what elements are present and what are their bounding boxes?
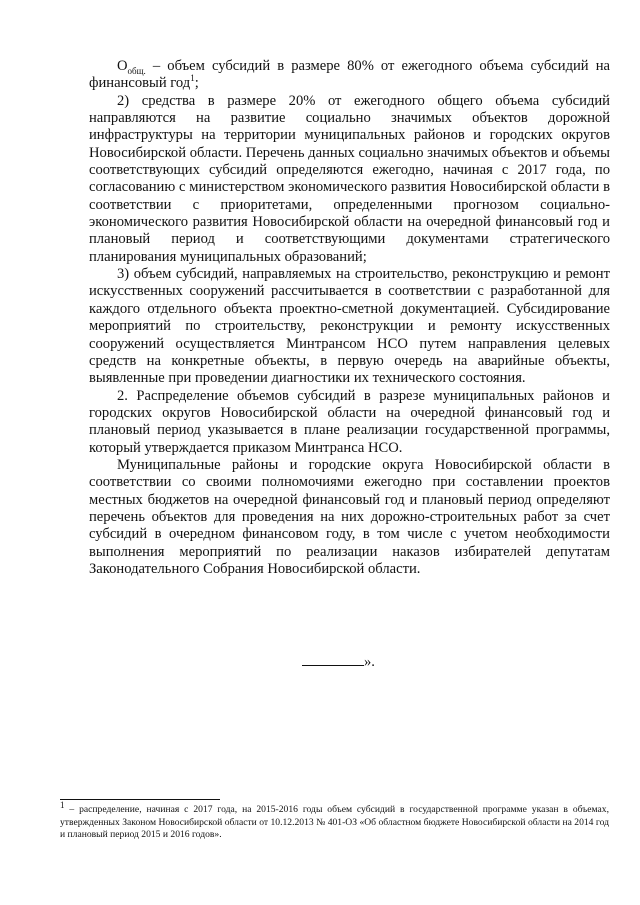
closing-mark — [302, 653, 375, 671]
formula-definition-tail: ; — [194, 75, 199, 92]
paragraph-item-2: 2) средства в размере 20% от ежегодного общего объема субсидий направляются на развитие социально значимых объектов дорожной инфраструктуры на территории муниципальных районов и городских округов Новосибирской области. Перечень данных социально значимых объектов и объемы соответствующих субсидий определяются ежегодно, начиная с 2017 года, по согласованию с министерством экономического развития Новосибирской области в соответствии с приоритетами, определенными прогнозом социально-экономического развития Новосибирской области на очередной финансовый год и плановый период и соответствующими документами стратегического планирования муниципальных образований; — [89, 92, 610, 265]
footnote-text: – распределение, начиная с 2017 года, на 2015-2016 годы объем субсидий в государственной программе указан в объемах, утвержденных Законом Новосибирской области от 10.12.2013 № 401-ОЗ «Об областном бюджете Новосибирской области на 2014 год и плановый период 2015 и 2016 годов». — [60, 804, 609, 841]
paragraph-formula-definition — [89, 58, 610, 93]
paragraph-municipalities: Муниципальные районы и городские округа Новосибирской области в соответствии со своими полномочиями ежегодно при составлении проектов местных бюджетов на очередной финансовый год и плановый период определяют перечень объектов для проведения на них дорожно-строительных работ за счет субсидий в очередном финансовом году, в том числе с учетом необходимости выполнения мероприятий по реализации наказов избирателей депутатам Законодательного Собрания Новосибирской области. — [89, 456, 610, 577]
document-body — [89, 58, 610, 578]
footnote-marker: 1 — [60, 799, 65, 810]
paragraph-item-3: 3) объем субсидий, направляемых на строительство, реконструкцию и ремонт искусственных сооружений рассчитывается в соответствии с разработанной для каждого отдельного объекта проектно-сметной документацией. Субсидирование мероприятий по строительству, реконструкции и ремонту искусственных сооружений осуществляется Минтрансом НСО путем направления целевых средств на конкретные объекты, в первую очередь на аварийные объекты, выявленные при проведении диагностики их технического состояния. — [89, 266, 610, 387]
formula-symbol-subscript: общ. — [127, 65, 146, 76]
formula-definition-text: – объем субсидий в размере 80% от ежегодного объема субсидий на финансовый год — [89, 58, 610, 92]
footnote-separator — [60, 799, 220, 800]
closing-quote: ». — [364, 654, 375, 670]
paragraph-section-2: 2. Распределение объемов субсидий в разрезе муниципальных районов и городских округов Новосибирской области на очередной финансовый год и плановый период указывается в плане реализации государственной программы, который утверждается приказом Минтранса НСО. — [89, 387, 610, 456]
closing-line — [302, 653, 364, 666]
footnote — [60, 799, 609, 842]
formula-symbol: O — [117, 58, 128, 74]
footnote-reference: 1 — [190, 73, 195, 84]
